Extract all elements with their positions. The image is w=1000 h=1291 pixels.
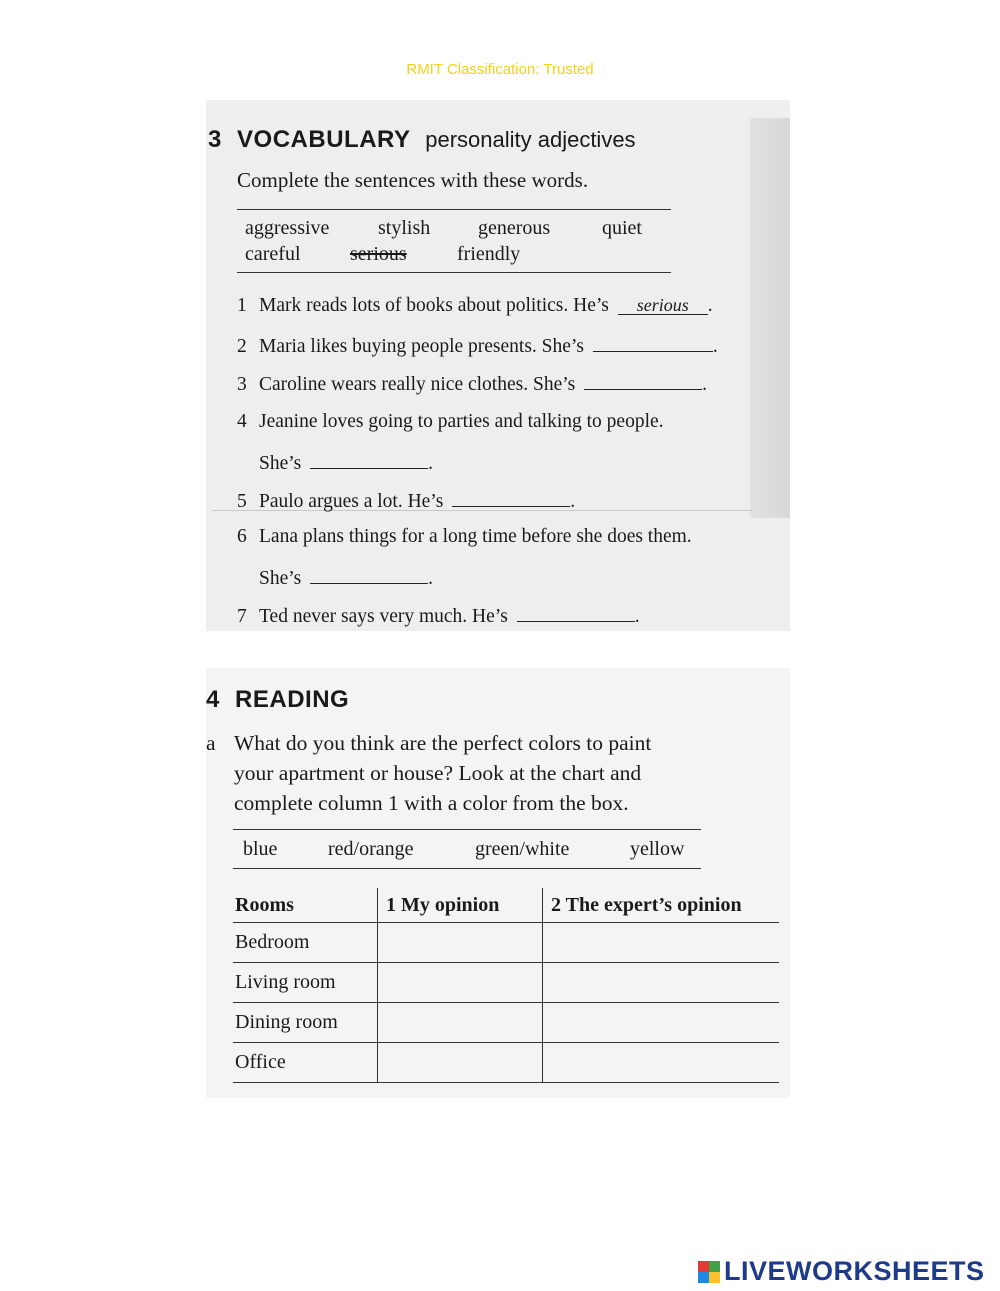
logo-brand-text: LIVEWORKSHEETS <box>724 1256 985 1286</box>
room-name: Dining room <box>233 1003 378 1043</box>
color-yellow: yellow <box>630 838 685 860</box>
vocabulary-number: 3 <box>208 126 222 153</box>
table-row <box>233 963 779 1003</box>
answer-blank-2[interactable] <box>593 334 713 352</box>
word-box-top-rule <box>237 209 671 210</box>
word-serious: serious <box>350 243 407 265</box>
question-4 <box>237 411 664 433</box>
question-end: . <box>634 606 640 627</box>
question-end: . <box>702 374 707 395</box>
question-number: 6 <box>237 526 247 547</box>
room-name: Office <box>233 1043 378 1083</box>
question-text: Paulo argues a lot. He’s <box>259 491 444 512</box>
question-text: Lana plans things for a long time before she does them. <box>259 526 692 547</box>
expert-opinion-cell <box>543 1043 780 1083</box>
color-box-top-rule <box>233 829 701 830</box>
question-4-continuation <box>259 451 433 475</box>
instruction-line: What do you think are the perfect colors to paint <box>234 731 652 755</box>
my-opinion-cell[interactable] <box>378 923 543 963</box>
opinion-chart <box>233 888 779 1083</box>
color-green-white: green/white <box>475 838 570 860</box>
answer-blank-4[interactable] <box>310 451 428 469</box>
my-opinion-cell[interactable] <box>378 1043 543 1083</box>
question-number: 5 <box>237 491 247 512</box>
question-number: 7 <box>237 606 247 627</box>
question-number: 4 <box>237 411 247 432</box>
question-end: . <box>570 491 576 512</box>
instruction-line: your apartment or house? Look at the chart and <box>234 761 642 785</box>
question-3 <box>237 372 707 396</box>
header-my-opinion: 1 My opinion <box>378 888 543 923</box>
question-6 <box>237 526 692 548</box>
question-2 <box>237 334 718 358</box>
room-name: Living room <box>233 963 378 1003</box>
color-red-orange: red/orange <box>328 838 414 860</box>
word-quiet: quiet <box>602 217 642 239</box>
question-1 <box>237 295 713 317</box>
word-stylish: stylish <box>378 217 431 239</box>
liveworksheets-logo[interactable] <box>698 1256 985 1287</box>
question-number: 2 <box>237 336 247 357</box>
question-text: Caroline wears really nice clothes. She’s <box>259 374 576 395</box>
instruction-line: complete column 1 with a color from the box. <box>234 791 629 815</box>
expert-opinion-cell <box>543 1003 780 1043</box>
question-text: She’s <box>259 453 302 474</box>
reading-heading <box>206 686 349 714</box>
scan-bleed <box>750 118 790 518</box>
reading-instruction <box>206 728 766 818</box>
part-letter: a <box>206 731 216 755</box>
word-careful: careful <box>245 243 301 265</box>
vocabulary-subtitle: personality adjectives <box>425 127 636 152</box>
answer-blank-6[interactable] <box>310 566 428 584</box>
table-row <box>233 1043 779 1083</box>
question-text: Jeanine loves going to parties and talking to people. <box>259 411 664 432</box>
question-6-continuation <box>259 566 433 590</box>
classification-label: RMIT Classification: Trusted <box>406 61 594 78</box>
word-box-bottom-rule <box>237 272 671 273</box>
word-friendly: friendly <box>457 243 521 265</box>
table-row <box>233 1003 779 1043</box>
question-end: . <box>707 295 713 316</box>
reading-title: READING <box>235 686 350 713</box>
question-text: Mark reads lots of books about politics. He’s <box>259 295 609 316</box>
reading-number: 4 <box>206 686 220 713</box>
table-row <box>233 923 779 963</box>
question-text: Maria likes buying people presents. She’s <box>259 336 584 357</box>
room-name: Bedroom <box>233 923 378 963</box>
answer-blank-1[interactable]: serious <box>618 297 708 315</box>
vocabulary-instruction: Complete the sentences with these words. <box>237 168 589 192</box>
question-end: . <box>428 568 434 589</box>
header-expert-opinion: 2 The expert’s opinion <box>551 893 742 916</box>
color-box-bottom-rule <box>233 868 701 869</box>
vocabulary-title: VOCABULARY <box>237 126 411 153</box>
my-opinion-cell[interactable] <box>378 1003 543 1043</box>
question-end: . <box>428 453 434 474</box>
answer-blank-3[interactable] <box>584 372 702 390</box>
question-text: She’s <box>259 568 302 589</box>
expert-opinion-cell <box>543 923 780 963</box>
word-aggressive: aggressive <box>245 217 330 239</box>
expert-opinion-cell <box>543 963 780 1003</box>
answer-blank-5[interactable] <box>452 489 570 507</box>
header-rooms: Rooms <box>233 888 378 923</box>
my-opinion-cell[interactable] <box>378 963 543 1003</box>
question-number: 1 <box>237 295 247 316</box>
question-number: 3 <box>237 374 247 395</box>
question-5 <box>237 489 575 513</box>
table-header-row <box>233 888 779 923</box>
question-end: . <box>712 336 718 357</box>
color-blue: blue <box>243 838 278 860</box>
question-text: Ted never says very much. He’s <box>259 606 508 627</box>
logo-mark-icon <box>698 1261 720 1283</box>
question-7 <box>237 604 640 628</box>
word-generous: generous <box>478 217 551 239</box>
vocabulary-heading <box>208 126 636 154</box>
answer-blank-7[interactable] <box>517 604 635 622</box>
